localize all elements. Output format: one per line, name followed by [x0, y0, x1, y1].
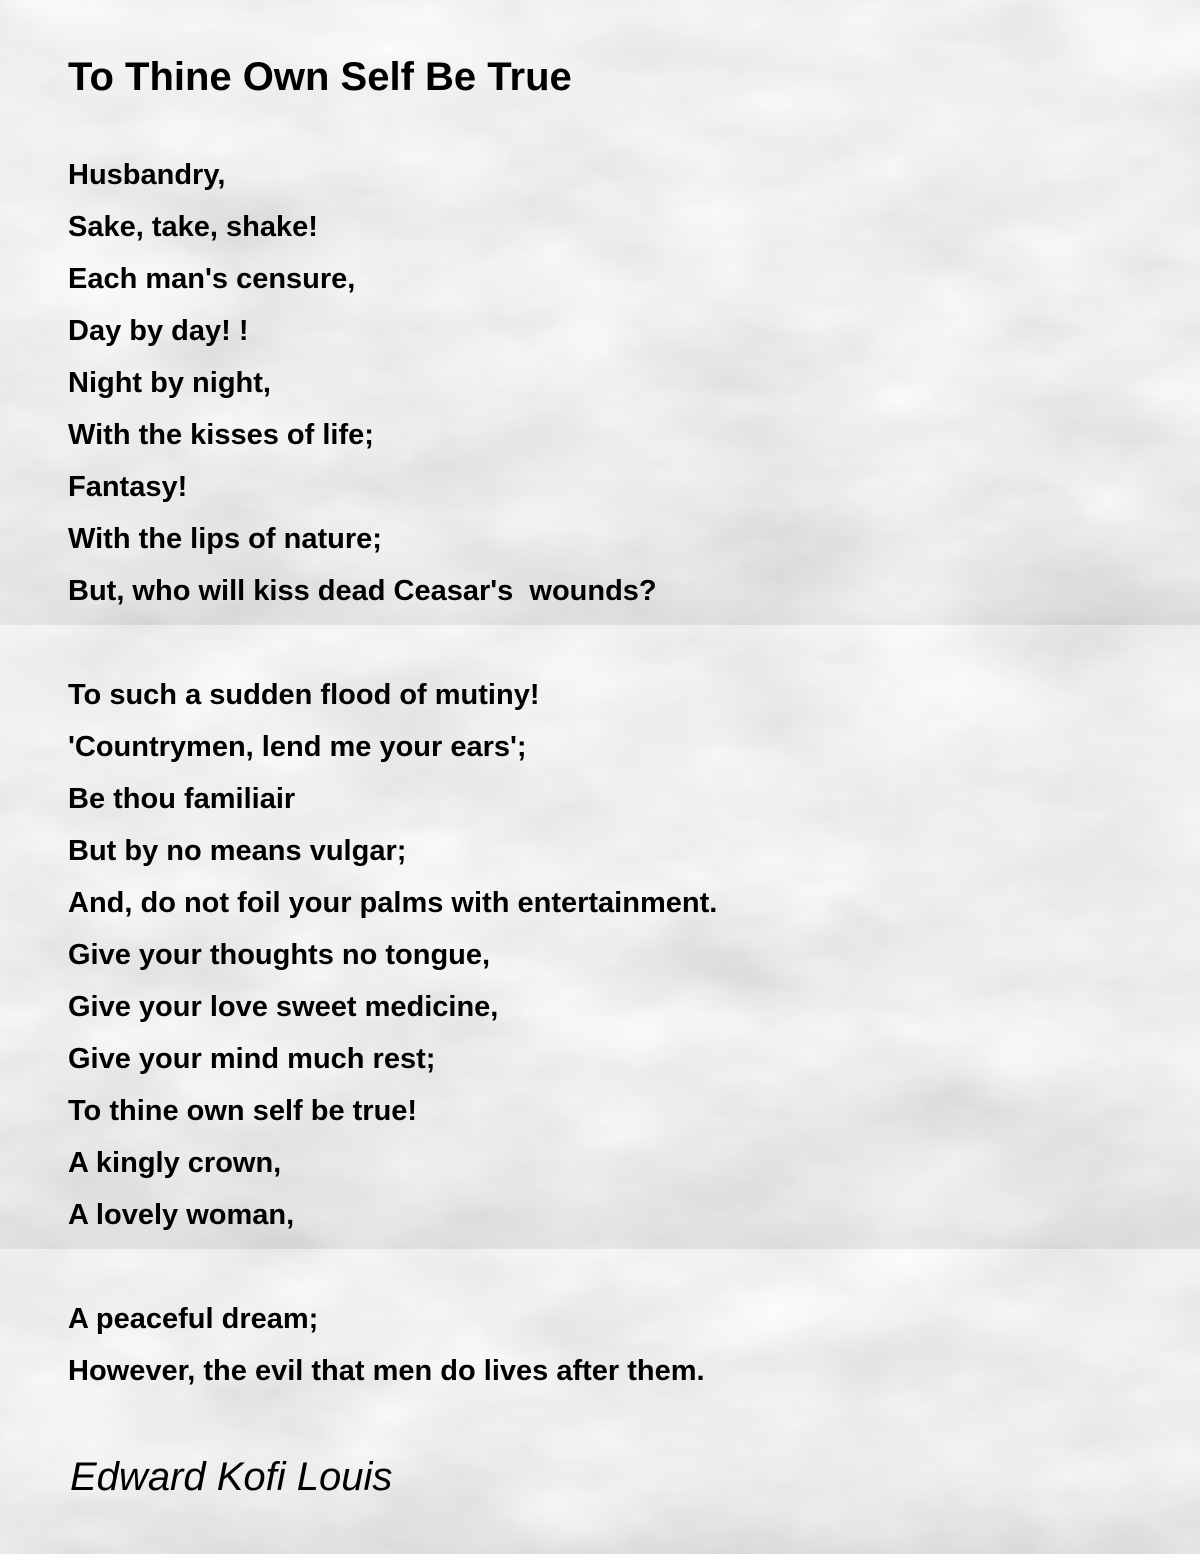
- poem-line: A peaceful dream;: [68, 1303, 319, 1335]
- poem-line: Each man's censure,: [68, 263, 356, 295]
- poem-line: With the lips of nature;: [68, 523, 382, 555]
- poem-line: Give your mind much rest;: [68, 1043, 436, 1075]
- stanza-1: [68, 149, 657, 617]
- poem-line: Night by night,: [68, 367, 271, 399]
- poem-line: Give your love sweet medicine,: [68, 991, 499, 1023]
- poem-line: However, the evil that men do lives after them.: [68, 1355, 705, 1387]
- stanza-2: [68, 669, 717, 1241]
- poem-line: A kingly crown,: [68, 1147, 282, 1179]
- poem-line: But, who will kiss dead Ceasar's wounds?: [68, 575, 657, 607]
- poem-line: Husbandry,: [68, 159, 226, 191]
- poem-title: To Thine Own Self Be True: [68, 55, 572, 99]
- poem-line: Day by day! !: [68, 315, 249, 347]
- poem-line: But by no means vulgar;: [68, 835, 407, 867]
- poem-line: Give your thoughts no tongue,: [68, 939, 491, 971]
- stanza-3: [68, 1293, 705, 1397]
- poem-line: Be thou familiair: [68, 783, 296, 815]
- poem-line: To thine own self be true!: [68, 1095, 418, 1127]
- poem-line: To such a sudden flood of mutiny!: [68, 679, 540, 711]
- poem-line: And, do not foil your palms with entertainment.: [68, 887, 718, 919]
- poem-line: 'Countrymen, lend me your ears';: [68, 731, 527, 763]
- poem-line: Fantasy!: [68, 471, 188, 503]
- poem-line: With the kisses of life;: [68, 419, 374, 451]
- poem-line: Sake, take, shake!: [68, 211, 318, 243]
- poem-author: Edward Kofi Louis: [70, 1455, 393, 1499]
- poem-line: A lovely woman,: [68, 1199, 295, 1231]
